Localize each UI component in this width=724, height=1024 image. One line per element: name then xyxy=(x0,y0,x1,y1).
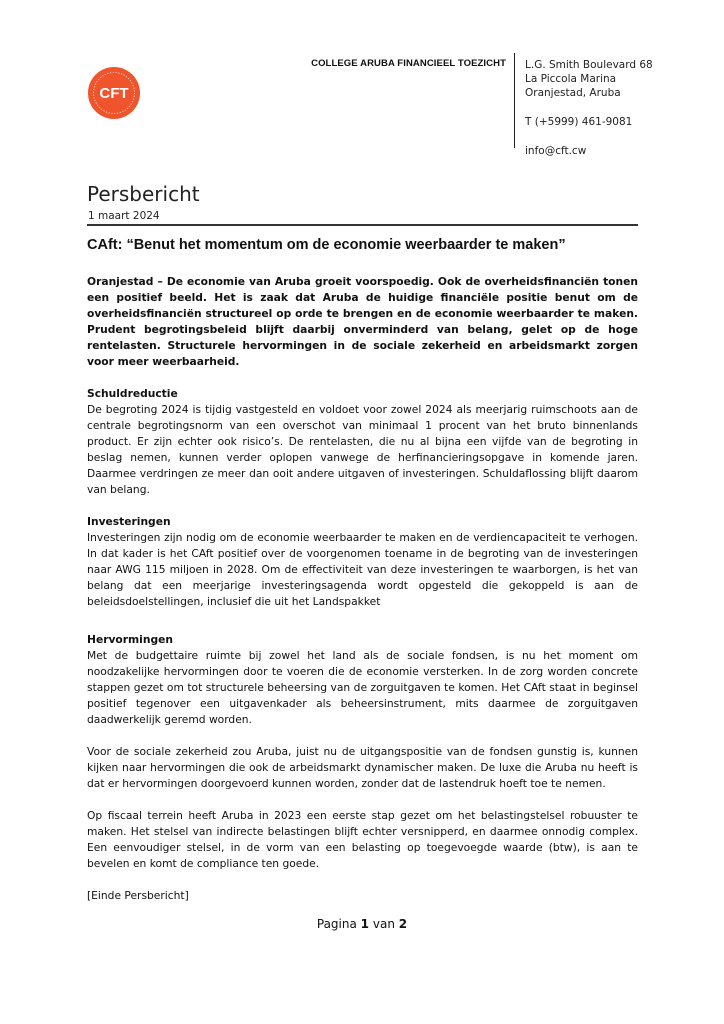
header-divider xyxy=(514,53,515,148)
section-heading-schuldreductie: Schuldreductie xyxy=(87,387,178,400)
section-paragraph: Investeringen zijn nodig om de economie weerbaarder te maken en de verdiencapaciteit te verhogen. In dat kader is het CAft positief over de voorgenomen toename in de begroting van de investeringen naar AWG 115 miljoen in 2028. Om de effectiviteit van deze investeringen te waarborgen, is het van belang dat een meerjarige investeringsagenda wordt opgesteld die gekoppeld is aan de beleidsdoelstellingen, inclusief die uit het Landspakket xyxy=(87,531,638,608)
document-date: 1 maart 2024 xyxy=(88,210,160,222)
phone-number: T (+5999) 461-9081 xyxy=(525,116,633,128)
address-line: L.G. Smith Boulevard 68 xyxy=(525,59,653,71)
title-divider xyxy=(87,224,638,226)
closing-note: [Einde Persbericht] xyxy=(87,889,189,902)
section-heading-investeringen: Investeringen xyxy=(87,515,171,528)
document-title: Persbericht xyxy=(87,182,200,206)
section-paragraph: De begroting 2024 is tijdig vastgesteld en voldoet voor zowel 2024 als meerjarig ruimschoots aan de centrale begrotingsnorm van een overschot van minimaal 1 procent van het bruto binnenlands product. Er zijn echter ook risico’s. De rentelasten, die nu al bijna een vijfde van de begroting in beslag nemen, kunnen verder oplopen vanwege de herfinancieringsopgave in komende jaren. Daarmee verdringen ze meer dan ooit andere uitgaven of investeringen. Schuldaflossing blijft daarom van belang. xyxy=(87,403,638,496)
section-paragraph: Op fiscaal terrein heeft Aruba in 2023 een eerste stap gezet om het belastingstelsel robuuster te maken. Het stelsel van indirecte belastingen blijft echter versnipperd, en daarmee onnodig complex. Een eenvoudiger stelsel, in de vorm van een belasting op toegevoegde waarde (btw), is aan te bevelen en komt de compliance ten goede. xyxy=(87,809,638,870)
page-total: 2 xyxy=(398,917,408,931)
address-line: Oranjestad, Aruba xyxy=(525,87,621,99)
headline: CAft: “Benut het momentum om de economie weerbaarder te maken” xyxy=(87,237,566,253)
logo-text: CFT xyxy=(99,85,129,102)
section-heading-hervormingen: Hervormingen xyxy=(87,633,173,646)
cft-logo xyxy=(87,66,141,120)
section-paragraph: Met de budgettaire ruimte bij zowel het land als de sociale fondsen, is nu het moment om noodzakelijke hervormingen door te voeren die de economie versterken. In de zorg worden concrete stappen gezet om tot structurele beheersing van de zorguitgaven te komen. Het CAft staat in beginsel positief tegenover een uitgavenkader als beheersinstrument, mits daarmee de zorguitgaven daadwerkelijk geremd worden. xyxy=(87,649,638,726)
organization-name: COLLEGE ARUBA FINANCIEEL TOEZICHT xyxy=(311,58,506,69)
address-block xyxy=(525,58,653,158)
of-word: van xyxy=(372,917,395,931)
address-line: La Piccola Marina xyxy=(525,73,617,85)
page-footer xyxy=(0,917,724,931)
article-body xyxy=(87,274,638,904)
section-paragraph: Voor de sociale zekerheid zou Aruba, juist nu de uitgangspositie van de fondsen gunstig is, kunnen kijken naar hervormingen die ook de arbeidsmarkt dynamischer maken. De luxe die Aruba nu heeft is dat er hervormingen doorgevoerd kunnen worden, zonder dat de lastendruk hoeft toe te nemen. xyxy=(87,745,638,790)
page-number: 1 xyxy=(360,917,370,931)
lead-paragraph: Oranjestad – De economie van Aruba groeit voorspoedig. Ook de overheidsfinanciën tonen een positief beeld. Het is zaak dat Aruba de huidige financiële positie benut om de overheidsfinanciën structureel op orde te brengen en de economie weerbaarder te maken. Prudent begrotingsbeleid blijft daarbij onverminderd van belang, gelet op de hoge rentelasten. Structurele hervormingen in de sociale zekerheid en arbeidsmarkt zorgen voor meer weerbaarheid. xyxy=(87,275,638,368)
email-address[interactable]: info@cft.cw xyxy=(525,145,587,157)
page-word: Pagina xyxy=(316,917,357,931)
